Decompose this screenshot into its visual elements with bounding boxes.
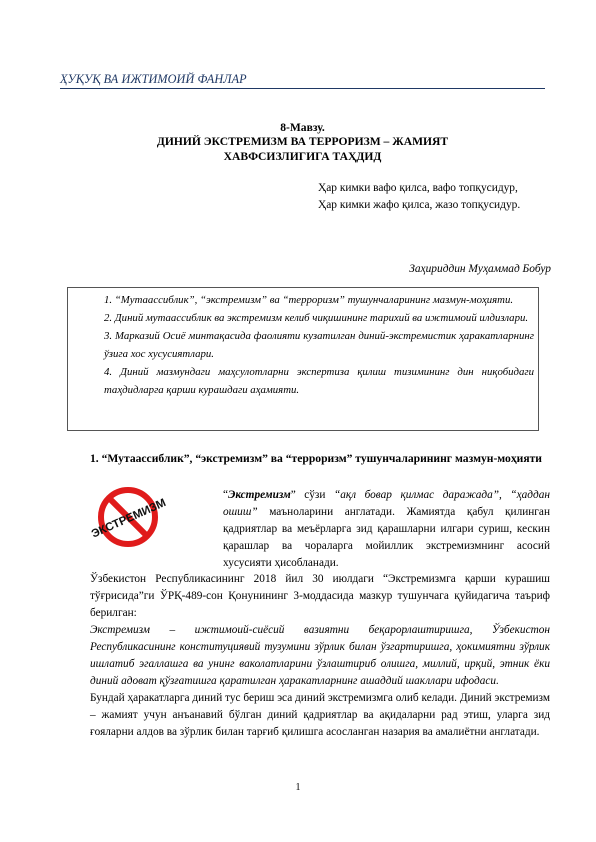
- topic-title-line-2: ХАВФСИЗЛИГИГА ТАҲДИД: [223, 150, 382, 163]
- quote-open: “: [223, 489, 229, 501]
- definition-paragraph: [185, 487, 550, 572]
- paragraph-religious-extremism: Бундай ҳаракатларга диний тус бериш эса диний экстремизмга олиб келади. Диний экстремизм – жамият учун анъанавий бўлган диний қадриятлар ва ақидаларни рад этиш, уларга зид ғояларни алдов ва зўрлик билан тарғиб қилишга асосланган назария ва амалиётни англатади.: [90, 692, 550, 738]
- definition-after-term: ” сўзи: [290, 489, 334, 501]
- epigraph: [296, 180, 551, 214]
- topic-number: 8-Мавзу.: [280, 121, 325, 134]
- running-header: ҲУҚУҚ ВА ИЖТИМОИЙ ФАНЛАР: [60, 72, 545, 89]
- section-heading: [60, 451, 550, 467]
- plan-item-2: 2. Диний мутаассиблик ва экстремизм келиб чиқишининг тарихий ва ижтимоий илдизлари.: [104, 312, 529, 324]
- definition-meaning: “ақл бовар қилмас даражада”, “ҳаддан ошиш”: [223, 489, 550, 518]
- epigraph-line-2: Ҳар кимки жафо қилса, жазо топқусидур.: [318, 199, 521, 211]
- plan-item-4: 4. Диний мазмундаги маҳсулотларни экспертиза қилиш тизимининг дин ниқобидаги таҳдидларга қарши курашдаги аҳамияти.: [104, 366, 534, 396]
- body-text: [60, 571, 550, 741]
- section-heading-text: 1. “Мутаассиблик”, “экстремизм” ва “терроризм” тушунчаларининг мазмун-моҳияти: [90, 452, 542, 465]
- plan-item-1: 1. “Мутаассиблик”, “экстремизм” ва “терроризм” тушунчаларининг мазмун-моҳияти.: [104, 294, 514, 306]
- page-number: 1: [295, 782, 301, 793]
- lesson-plan-box: [67, 287, 539, 431]
- stop-extremism-icon: [84, 486, 172, 548]
- definition-rest: маъноларини англатади. Жамиятда қабул қилинган қадриятлар ва меъёрларга зид қарашларни илгари суриш, кескин қарашлар ва чораларга мойиллик экстремизмнинг асосий хусусияти ҳисобланади.: [223, 506, 550, 569]
- paragraph-law-definition: Экстремизм – ижтимоий-сиёсий вазиятни беқарорлаштиришга, Ўзбекистон Республикасининг конституциявий тузумини зўрлик билан ўзгартиришга, ҳокимиятни зўрлик ишлатиб эгаллашга ва унинг ваколатларини ўзлаштириб олишга, миллий, ирқий, этник ёки диний адоват қўзғатишга қаратилган ҳаракатларнинг ашаддий шакллари ифодаси.: [90, 624, 550, 687]
- stop-sign-text: ЭКСТРЕМИЗМ: [89, 497, 168, 541]
- paragraph-law: Ўзбекистон Республикасининг 2018 йил 30 июлдаги “Экстремизмга қарши курашиш тўғрисида”ги ЎРҚ-489-сон Қонунининг 3-моддасида мазкур тушунчага қуйидагича таъриф берилган:: [90, 573, 550, 619]
- plan-item-3: 3. Марказий Осиё минтақасида фаолияти кузатилган диний-экстремистик ҳаракатларнинг ўзига хос хусусиятлари.: [104, 330, 534, 360]
- epigraph-author: Заҳириддин Муҳаммад Бобур: [409, 263, 551, 275]
- epigraph-line-1: Ҳар кимки вафо қилса, вафо топқусидур,: [318, 182, 518, 194]
- topic-title-line-1: ДИНИЙ ЭКСТРЕМИЗМ ВА ТЕРРОРИЗМ – ЖАМИЯТ: [156, 135, 449, 148]
- definition-term: Экстремизм: [228, 489, 291, 501]
